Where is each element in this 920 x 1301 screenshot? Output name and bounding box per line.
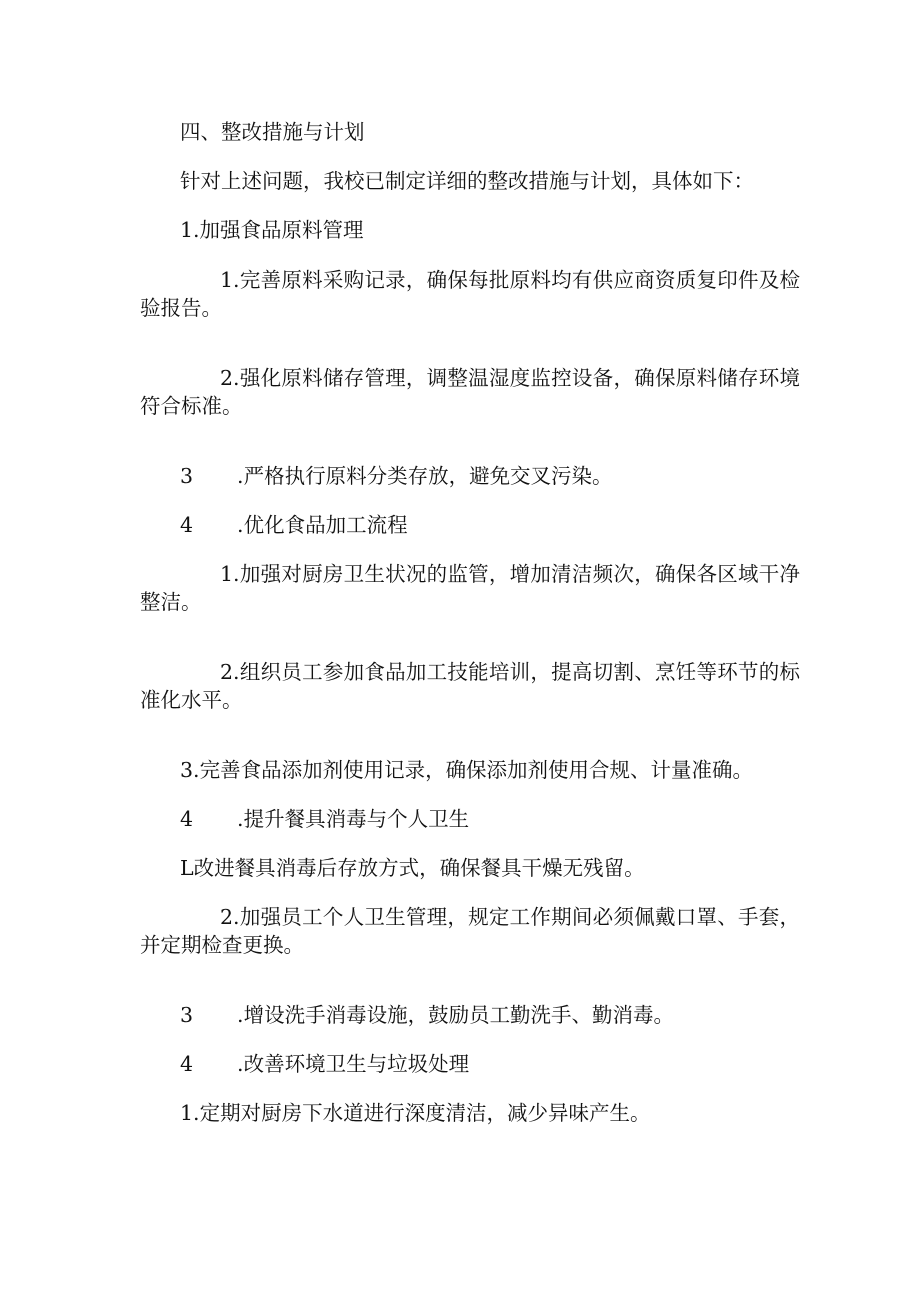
- subsection-title-2: [180, 511, 408, 539]
- item-text: .增设洗手消毒设施，鼓励员工勤洗手、勤消毒。: [237, 1003, 675, 1027]
- item-text: .加强对厨房卫生状况的监管，增加清洁频次，确保各区域干净整洁。: [140, 562, 800, 614]
- list-item: [180, 756, 753, 784]
- item-text: .强化原料储存管理，调整温湿度监控设备，确保原料储存环境符合标准。: [140, 366, 800, 418]
- item-text: 改进餐具消毒后存放方式，确保餐具干燥无残留。: [193, 856, 645, 880]
- item-number: 4: [180, 807, 194, 831]
- item-text: .组织员工参加食品加工技能培训，提高切割、烹饪等环节的标准化水平。: [140, 660, 800, 712]
- item-number: 3: [180, 464, 194, 488]
- item-number: 2: [220, 366, 234, 390]
- item-text: .严格执行原料分类存放，避免交叉污染。: [237, 464, 613, 488]
- item-text: .完善食品添加剂使用记录，确保添加剂使用合规、计量准确。: [193, 758, 754, 782]
- list-item: [140, 364, 800, 420]
- subsection-title-text: .提升餐具消毒与个人卫生: [237, 807, 470, 831]
- subsection-title-text: .优化食品加工流程: [237, 513, 408, 537]
- section-heading: 四、整改措施与计划: [180, 120, 365, 144]
- item-number: 1: [220, 562, 234, 586]
- list-item: [140, 266, 800, 322]
- item-number: 3: [180, 1003, 194, 1027]
- item-text: .定期对厨房下水道进行深度清洁，减少异味产生。: [193, 1101, 651, 1125]
- item-number: 2: [220, 660, 234, 684]
- item-number: 1: [180, 1101, 194, 1125]
- item-number: 2: [220, 905, 234, 929]
- intro-paragraph: 针对上述问题，我校已制定详细的整改措施与计划，具体如下：: [180, 169, 754, 193]
- item-number: 1: [220, 268, 234, 292]
- list-item: [180, 1001, 674, 1029]
- item-number: 4: [180, 1052, 194, 1076]
- item-number: L: [180, 856, 194, 880]
- list-item: [140, 903, 800, 959]
- list-item: [140, 658, 800, 714]
- list-item: [180, 1099, 651, 1127]
- list-item: [140, 560, 800, 616]
- subsection-title-text: .改善环境卫生与垃圾处理: [237, 1052, 470, 1076]
- subsection-title-4: [180, 1050, 469, 1078]
- subsection-title-3: [180, 805, 469, 833]
- subsection-title-1: 1.加强食品原料管理: [180, 218, 364, 242]
- item-text: .加强员工个人卫生管理，规定工作期间必须佩戴口罩、手套，并定期检查更换。: [140, 905, 800, 957]
- item-text: .完善原料采购记录，确保每批原料均有供应商资质复印件及检验报告。: [140, 268, 800, 320]
- item-number: 4: [180, 513, 194, 537]
- item-number: 3: [180, 758, 194, 782]
- list-item: [180, 854, 645, 882]
- list-item: [180, 462, 613, 490]
